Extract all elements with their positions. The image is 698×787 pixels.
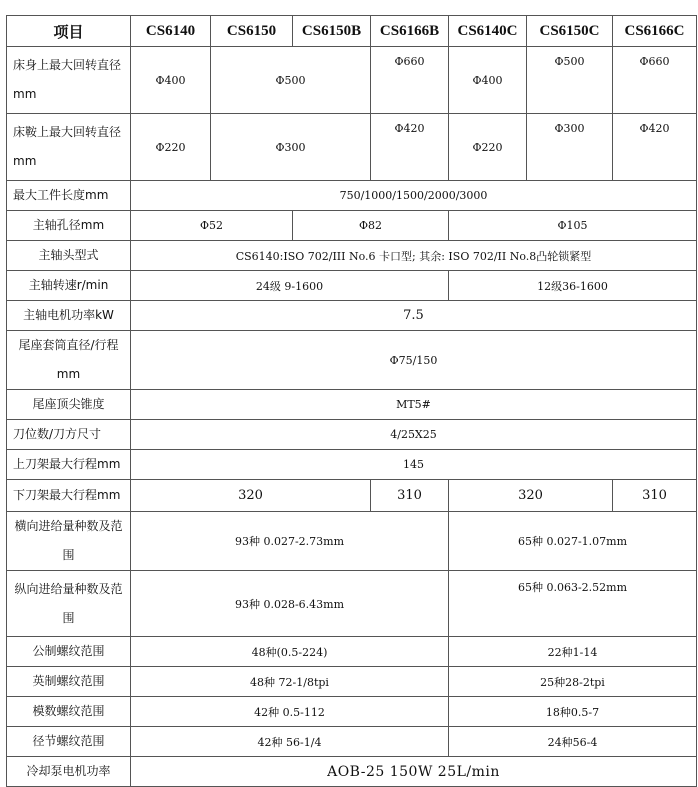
row-label: 尾座顶尖锥度 <box>7 390 131 420</box>
row-label: 下刀架最大行程mm <box>7 480 131 512</box>
table-row <box>7 114 697 181</box>
row-label: 模数螺纹范围 <box>7 697 131 727</box>
table-row <box>7 450 697 480</box>
table-row <box>7 211 697 241</box>
cell-value: 22种1-14 <box>449 637 697 667</box>
row-label: 床鞍上最大回转直径mm <box>7 114 131 181</box>
table-row <box>7 727 697 757</box>
cell-value: Φ300 <box>211 114 371 181</box>
cell-value: 93种 0.027-2.73mm <box>131 512 449 571</box>
table-row <box>7 181 697 211</box>
cell-value: Φ220 <box>449 114 527 181</box>
row-label: 纵向进给量种数及范围 <box>7 571 131 637</box>
cell-value: Φ660 <box>371 47 449 114</box>
header-model: CS6166C <box>613 16 697 47</box>
cell-value: Φ500 <box>211 47 371 114</box>
row-label: 公制螺纹范围 <box>7 637 131 667</box>
cell-value: 310 <box>371 480 449 512</box>
cell-value: Φ82 <box>293 211 449 241</box>
cell-value: 24种56-4 <box>449 727 697 757</box>
header-model: CS6150 <box>211 16 293 47</box>
cell-value: 310 <box>613 480 697 512</box>
cell-value: 65种 0.027-1.07mm <box>449 512 697 571</box>
header-model: CS6140 <box>131 16 211 47</box>
cell-value: 48种(0.5-224) <box>131 637 449 667</box>
cell-value: Φ300 <box>527 114 613 181</box>
cell-value: 7.5 <box>131 301 697 331</box>
table-row <box>7 390 697 420</box>
row-label: 床身上最大回转直径mm <box>7 47 131 114</box>
table-row <box>7 667 697 697</box>
row-label: 最大工件长度mm <box>7 181 131 211</box>
cell-value: 65种 0.063-2.52mm <box>449 571 697 637</box>
table-row <box>7 420 697 450</box>
cell-value: 25种28-2tpi <box>449 667 697 697</box>
table-row <box>7 241 697 271</box>
cell-value: AOB-25 150W 25L/min <box>131 757 697 787</box>
header-model: CS6150C <box>527 16 613 47</box>
header-row <box>7 16 697 47</box>
row-label: 尾座套筒直径/行程mm <box>7 331 131 390</box>
cell-value: Φ660 <box>613 47 697 114</box>
table-row <box>7 331 697 390</box>
header-model: CS6140C <box>449 16 527 47</box>
cell-value: Φ220 <box>131 114 211 181</box>
table-row <box>7 480 697 512</box>
table-row <box>7 512 697 571</box>
cell-value: 18种0.5-7 <box>449 697 697 727</box>
header-model: CS6166B <box>371 16 449 47</box>
cell-value: Φ420 <box>371 114 449 181</box>
cell-value: 12级36-1600 <box>449 271 697 301</box>
table-row <box>7 47 697 114</box>
specification-table <box>6 15 697 787</box>
header-model: CS6150B <box>293 16 371 47</box>
row-label: 主轴孔径mm <box>7 211 131 241</box>
table-row <box>7 757 697 787</box>
cell-value: 42种 56-1/4 <box>131 727 449 757</box>
cell-value: Φ52 <box>131 211 293 241</box>
row-label: 主轴转速r/min <box>7 271 131 301</box>
row-label: 刀位数/刀方尺寸 <box>7 420 131 450</box>
table-row <box>7 301 697 331</box>
table-row <box>7 571 697 637</box>
table-row <box>7 637 697 667</box>
cell-value: 320 <box>449 480 613 512</box>
cell-value: Φ420 <box>613 114 697 181</box>
row-label: 冷却泵电机功率 <box>7 757 131 787</box>
cell-value: 24级 9-1600 <box>131 271 449 301</box>
cell-value: MT5# <box>131 390 697 420</box>
cell-value: 93种 0.028-6.43mm <box>131 571 449 637</box>
row-label: 横向进给量种数及范围 <box>7 512 131 571</box>
cell-value: CS6140:ISO 702/III No.6 卡口型; 其余: ISO 702/II No.8凸轮锁紧型 <box>131 241 697 271</box>
cell-value: Φ105 <box>449 211 697 241</box>
cell-value: 750/1000/1500/2000/3000 <box>131 181 697 211</box>
cell-value: Φ400 <box>131 47 211 114</box>
cell-value: 48种 72-1/8tpi <box>131 667 449 697</box>
row-label: 上刀架最大行程mm <box>7 450 131 480</box>
cell-value: 145 <box>131 450 697 480</box>
cell-value: Φ75/150 <box>131 331 697 390</box>
cell-value: 4/25X25 <box>131 420 697 450</box>
cell-value: 42种 0.5-112 <box>131 697 449 727</box>
cell-value: Φ400 <box>449 47 527 114</box>
row-label: 英制螺纹范围 <box>7 667 131 697</box>
row-label: 径节螺纹范围 <box>7 727 131 757</box>
header-item: 项目 <box>7 16 131 47</box>
cell-value: Φ500 <box>527 47 613 114</box>
table-row <box>7 271 697 301</box>
row-label: 主轴头型式 <box>7 241 131 271</box>
row-label: 主轴电机功率kW <box>7 301 131 331</box>
cell-value: 320 <box>131 480 371 512</box>
table-row <box>7 697 697 727</box>
